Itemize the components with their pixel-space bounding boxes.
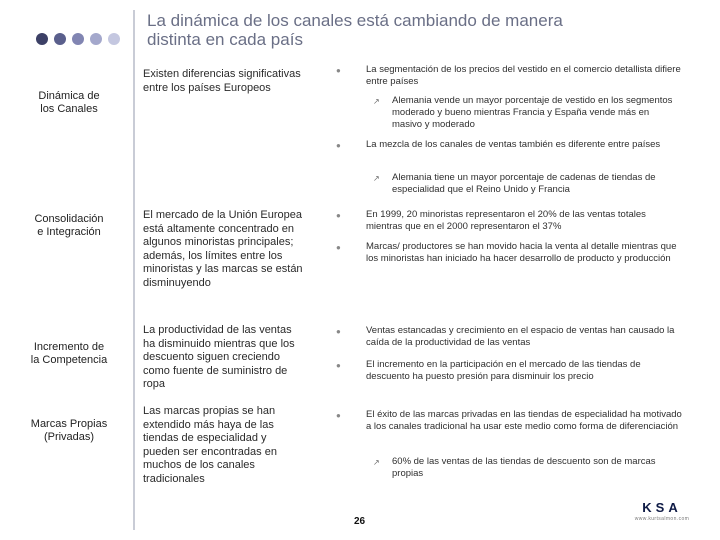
row-label-line: los Canales <box>40 103 98 115</box>
row-label-line: Marcas Propias <box>30 418 108 430</box>
bullet-dot-icon: ● <box>336 243 341 252</box>
row-label-line: Incremento de <box>33 341 105 353</box>
dot-icon <box>54 33 66 45</box>
row-label <box>10 341 128 367</box>
company-logo <box>617 500 707 522</box>
bullet-dot-icon: ● <box>336 411 341 420</box>
sub-bullet-text: Alemania vende un mayor porcentaje de vestido en los segmentos moderado y bueno mientras Francia y España vende más en masivo y moderado <box>392 95 673 130</box>
row-summary: Existen diferencias significativas entre los países Europeos <box>143 68 301 94</box>
bullet-text: El éxito de las marcas privadas en las tiendas de especialidad ha motivado a los canales tradicional ha usar este medio como forma de diferenciación <box>366 409 682 432</box>
row-label-line: Dinámica de <box>38 90 100 102</box>
page-number: 26 <box>354 516 366 527</box>
bullet-dot-icon: ● <box>336 211 341 220</box>
row-label-line: la Competencia <box>30 354 108 366</box>
title-line: distinta en cada país <box>147 30 303 49</box>
row-summary: Las marcas propias se han extendido más haya de las tiendas de especialidad y pueden ser encontradas en muchos de los canales tradicionales <box>143 405 277 485</box>
row-label <box>10 418 128 444</box>
row-summary: El mercado de la Unión Europea está altamente concentrado en algunos minoristas principales; además, los límites entre los minoristas y las marcas se están disminuyendo <box>143 209 303 289</box>
sub-bullet-text: 60% de las ventas de las tiendas de descuento son de marcas propias <box>392 456 656 479</box>
row-label-line: Consolidación <box>34 213 104 225</box>
dot-icon <box>36 33 48 45</box>
row-label-line: (Privadas) <box>43 431 95 443</box>
bullet-text: La segmentación de los precios del vestido en el comercio detallista difiere entre países <box>366 64 681 87</box>
arrow-icon: ↗ <box>373 174 380 183</box>
dot-icon <box>108 33 120 45</box>
dot-icon <box>72 33 84 45</box>
vertical-divider <box>133 10 135 530</box>
logo-subtext: www.kurtsalmon.com <box>634 516 690 522</box>
dot-icon <box>90 33 102 45</box>
bullet-text: Ventas estancadas y crecimiento en el espacio de ventas han causado la caída de la productividad de las ventas <box>366 325 675 348</box>
bullet-dot-icon: ● <box>336 327 341 336</box>
page-title <box>147 11 687 49</box>
arrow-icon: ↗ <box>373 458 380 467</box>
row-label <box>10 90 128 116</box>
header-dots <box>36 33 126 47</box>
bullet-dot-icon: ● <box>336 66 341 75</box>
bullet-dot-icon: ● <box>336 141 341 150</box>
row-summary: La productividad de las ventas ha disminuido mientras que los descuento siguen creciendo como fuente de suministro de ropa <box>143 324 295 390</box>
row-label <box>10 213 128 239</box>
bullet-text: En 1999, 20 minoristas representaron el 20% de las ventas totales mientras que en el 2000 representaron el 37% <box>366 209 646 232</box>
title-line: La dinámica de los canales está cambiando de manera <box>147 11 563 30</box>
sub-bullet-text: Alemania tiene un mayor porcentaje de cadenas de tiendas de especialidad que el Reino Unido y Francia <box>392 172 656 195</box>
bullet-dot-icon: ● <box>336 361 341 370</box>
bullet-text: Marcas/ productores se han movido hacia la venta al detalle mientras que los minoristas han iniciado ha hacer desarrollo de producto y producción <box>366 241 677 264</box>
bullet-text: El incremento en la participación en el mercado de las tiendas de descuento ha puesto presión para disminuir los precio <box>366 359 641 382</box>
bullet-text: La mezcla de los canales de ventas también es diferente entre países <box>366 139 661 150</box>
row-label-line: e Integración <box>37 226 101 238</box>
logo-text: KSA <box>642 500 682 515</box>
arrow-icon: ↗ <box>373 97 380 106</box>
